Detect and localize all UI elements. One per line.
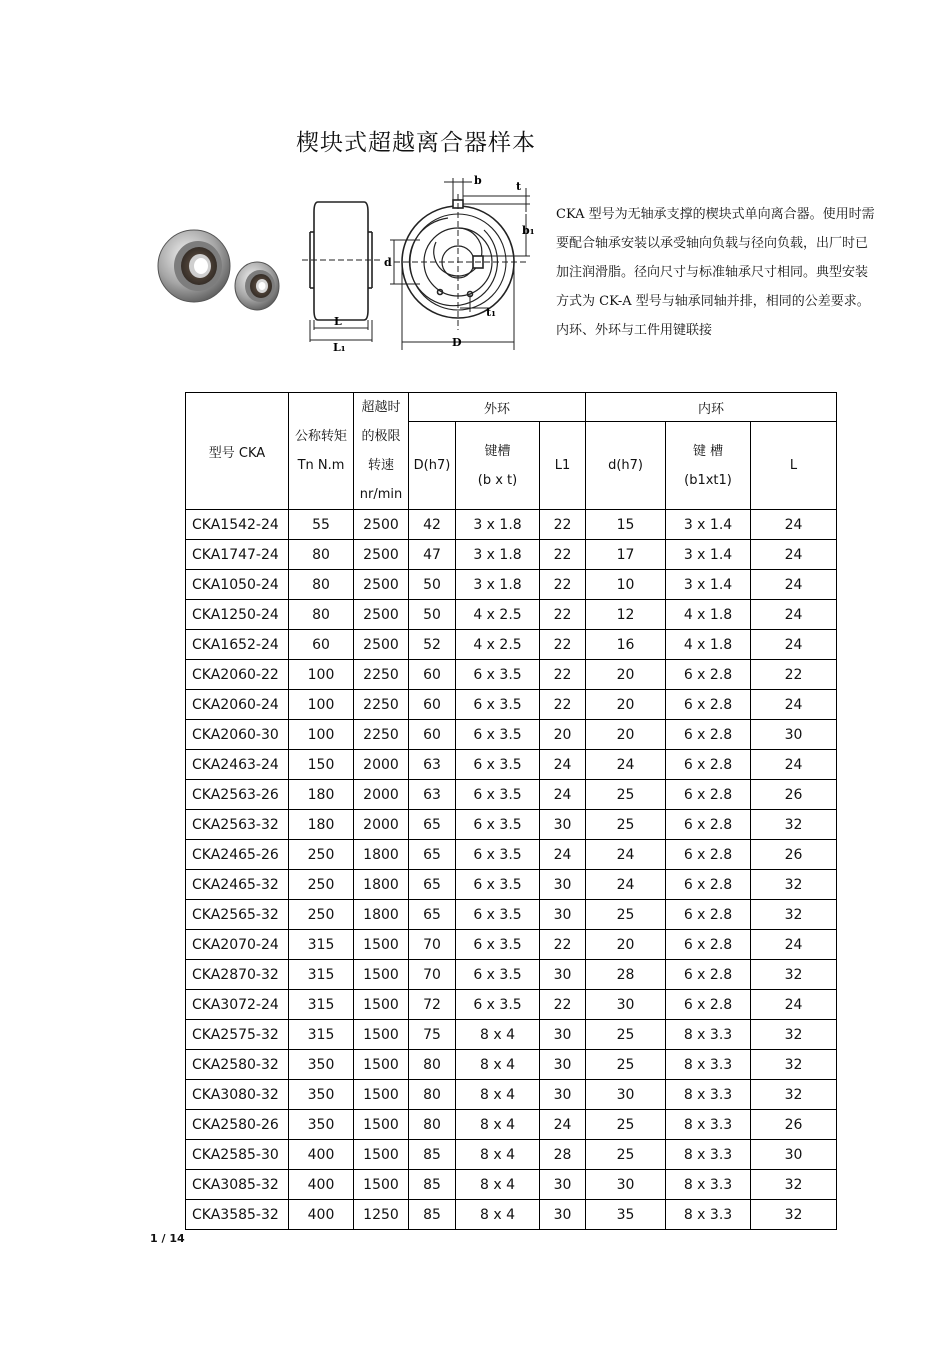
table-row bbox=[186, 1140, 837, 1170]
cell-outer-keyway: 6 x 3.5 bbox=[456, 720, 540, 750]
cell-inner-diameter: 30 bbox=[586, 1080, 666, 1110]
cell-torque: 400 bbox=[289, 1170, 354, 1200]
cell-outer-length: 22 bbox=[540, 930, 586, 960]
header-outer-length: L1 bbox=[540, 422, 586, 510]
cell-model: CKA2580-26 bbox=[186, 1110, 289, 1140]
page-title: 楔块式超越离合器样本 bbox=[296, 130, 536, 156]
cell-inner-length: 32 bbox=[751, 1200, 837, 1230]
cell-model: CKA2575-32 bbox=[186, 1020, 289, 1050]
cell-inner-keyway: 8 x 3.3 bbox=[666, 1110, 751, 1140]
cell-model: CKA2060-30 bbox=[186, 720, 289, 750]
product-description: CKA 型号为无轴承支撑的楔块式单向离合器。使用时需要配合轴承安装以承受轴向负载与径向负载，出厂时已加注润滑脂。径向尺寸与标准轴承尺寸相同。典型安装方式为 CK-A 型号与轴承同轴并排，相同的公差要求。内环、外环与工件用键联接 bbox=[556, 207, 875, 338]
cell-speed: 1500 bbox=[354, 960, 409, 990]
cell-outer-diameter: 85 bbox=[409, 1200, 456, 1230]
cell-inner-keyway: 6 x 2.8 bbox=[666, 930, 751, 960]
cell-outer-keyway: 6 x 3.5 bbox=[456, 810, 540, 840]
cell-torque: 400 bbox=[289, 1200, 354, 1230]
cell-torque: 100 bbox=[289, 690, 354, 720]
table-row bbox=[186, 780, 837, 810]
cell-outer-keyway: 6 x 3.5 bbox=[456, 990, 540, 1020]
cell-inner-keyway: 3 x 1.4 bbox=[666, 540, 751, 570]
cell-outer-length: 22 bbox=[540, 990, 586, 1020]
cell-model: CKA1542-24 bbox=[186, 510, 289, 540]
cell-outer-length: 20 bbox=[540, 720, 586, 750]
cell-model: CKA2585-30 bbox=[186, 1140, 289, 1170]
cell-outer-keyway: 3 x 1.8 bbox=[456, 570, 540, 600]
cell-inner-length: 22 bbox=[751, 660, 837, 690]
cell-inner-keyway: 6 x 2.8 bbox=[666, 810, 751, 840]
cell-inner-length: 24 bbox=[751, 570, 837, 600]
table-row bbox=[186, 510, 837, 540]
cell-inner-keyway: 6 x 2.8 bbox=[666, 990, 751, 1020]
table-row bbox=[186, 750, 837, 780]
cell-speed: 1500 bbox=[354, 1110, 409, 1140]
cell-outer-length: 22 bbox=[540, 660, 586, 690]
cell-torque: 315 bbox=[289, 990, 354, 1020]
cell-model: CKA1250-24 bbox=[186, 600, 289, 630]
table-row bbox=[186, 900, 837, 930]
cell-inner-keyway: 8 x 3.3 bbox=[666, 1080, 751, 1110]
cell-outer-keyway: 6 x 3.5 bbox=[456, 870, 540, 900]
cell-speed: 1800 bbox=[354, 900, 409, 930]
header-inner-keyway: 键 槽 (b1xt1) bbox=[666, 422, 751, 510]
cell-speed: 2500 bbox=[354, 570, 409, 600]
cell-speed: 2000 bbox=[354, 780, 409, 810]
cell-torque: 315 bbox=[289, 1020, 354, 1050]
cell-model: CKA3080-32 bbox=[186, 1080, 289, 1110]
cell-inner-keyway: 6 x 2.8 bbox=[666, 720, 751, 750]
cell-inner-diameter: 16 bbox=[586, 630, 666, 660]
cell-outer-keyway: 4 x 2.5 bbox=[456, 600, 540, 630]
cell-outer-length: 22 bbox=[540, 600, 586, 630]
cell-outer-length: 24 bbox=[540, 750, 586, 780]
cell-outer-diameter: 65 bbox=[409, 810, 456, 840]
cell-inner-keyway: 8 x 3.3 bbox=[666, 1050, 751, 1080]
cell-inner-diameter: 20 bbox=[586, 690, 666, 720]
cell-outer-keyway: 6 x 3.5 bbox=[456, 960, 540, 990]
large-bearing-image bbox=[158, 230, 230, 302]
cell-outer-length: 24 bbox=[540, 840, 586, 870]
cell-outer-diameter: 80 bbox=[409, 1050, 456, 1080]
cell-outer-length: 22 bbox=[540, 630, 586, 660]
cell-inner-length: 24 bbox=[751, 930, 837, 960]
dim-label-d: d bbox=[384, 256, 392, 269]
cell-outer-keyway: 6 x 3.5 bbox=[456, 750, 540, 780]
cell-model: CKA2870-32 bbox=[186, 960, 289, 990]
dim-label-b1: b₁ bbox=[522, 224, 535, 237]
cell-inner-length: 32 bbox=[751, 1050, 837, 1080]
side-view bbox=[302, 202, 380, 320]
cell-inner-length: 24 bbox=[751, 990, 837, 1020]
cell-inner-length: 32 bbox=[751, 810, 837, 840]
cell-inner-length: 32 bbox=[751, 1020, 837, 1050]
cell-outer-keyway: 8 x 4 bbox=[456, 1020, 540, 1050]
cell-outer-keyway: 8 x 4 bbox=[456, 1050, 540, 1080]
cell-model: CKA1652-24 bbox=[186, 630, 289, 660]
cell-torque: 100 bbox=[289, 660, 354, 690]
cell-outer-length: 30 bbox=[540, 810, 586, 840]
cell-speed: 1500 bbox=[354, 1080, 409, 1110]
cell-inner-length: 30 bbox=[751, 1140, 837, 1170]
cell-inner-length: 26 bbox=[751, 780, 837, 810]
cell-torque: 250 bbox=[289, 870, 354, 900]
cell-torque: 250 bbox=[289, 900, 354, 930]
cell-inner-keyway: 6 x 2.8 bbox=[666, 960, 751, 990]
cell-outer-keyway: 4 x 2.5 bbox=[456, 630, 540, 660]
cell-model: CKA1050-24 bbox=[186, 570, 289, 600]
table-row bbox=[186, 660, 837, 690]
cell-inner-diameter: 28 bbox=[586, 960, 666, 990]
cell-inner-keyway: 6 x 2.8 bbox=[666, 750, 751, 780]
cell-torque: 100 bbox=[289, 720, 354, 750]
table-row bbox=[186, 600, 837, 630]
cell-outer-diameter: 60 bbox=[409, 690, 456, 720]
cell-torque: 55 bbox=[289, 510, 354, 540]
cell-model: CKA2580-32 bbox=[186, 1050, 289, 1080]
cell-inner-diameter: 35 bbox=[586, 1200, 666, 1230]
cell-torque: 400 bbox=[289, 1140, 354, 1170]
cell-model: CKA2563-32 bbox=[186, 810, 289, 840]
cell-speed: 1250 bbox=[354, 1200, 409, 1230]
cell-speed: 2000 bbox=[354, 810, 409, 840]
cell-speed: 2250 bbox=[354, 690, 409, 720]
cell-outer-length: 22 bbox=[540, 510, 586, 540]
cell-inner-keyway: 6 x 2.8 bbox=[666, 690, 751, 720]
table-row bbox=[186, 570, 837, 600]
cell-speed: 1500 bbox=[354, 1140, 409, 1170]
cell-inner-keyway: 4 x 1.8 bbox=[666, 600, 751, 630]
cell-model: CKA2060-24 bbox=[186, 690, 289, 720]
cell-inner-diameter: 25 bbox=[586, 1110, 666, 1140]
cell-inner-keyway: 6 x 2.8 bbox=[666, 840, 751, 870]
cell-outer-keyway: 6 x 3.5 bbox=[456, 840, 540, 870]
cell-outer-diameter: 60 bbox=[409, 660, 456, 690]
table-row bbox=[186, 810, 837, 840]
header-inner-length: L bbox=[751, 422, 837, 510]
cell-inner-keyway: 8 x 3.3 bbox=[666, 1200, 751, 1230]
cell-outer-diameter: 50 bbox=[409, 570, 456, 600]
cell-inner-diameter: 25 bbox=[586, 900, 666, 930]
cell-inner-length: 24 bbox=[751, 750, 837, 780]
cell-inner-diameter: 10 bbox=[586, 570, 666, 600]
page-number: 1 / 14 bbox=[150, 1232, 185, 1245]
cell-model: CKA3085-32 bbox=[186, 1170, 289, 1200]
cell-outer-length: 22 bbox=[540, 570, 586, 600]
cell-torque: 180 bbox=[289, 780, 354, 810]
cell-inner-diameter: 30 bbox=[586, 990, 666, 1020]
header-outer-ring: 外环 bbox=[409, 393, 586, 422]
table-row bbox=[186, 1050, 837, 1080]
cell-inner-length: 32 bbox=[751, 960, 837, 990]
cell-outer-diameter: 80 bbox=[409, 1080, 456, 1110]
table-row bbox=[186, 630, 837, 660]
cell-outer-diameter: 85 bbox=[409, 1140, 456, 1170]
cell-torque: 350 bbox=[289, 1050, 354, 1080]
cell-inner-keyway: 6 x 2.8 bbox=[666, 870, 751, 900]
cell-outer-length: 30 bbox=[540, 1020, 586, 1050]
cell-speed: 1500 bbox=[354, 1170, 409, 1200]
cell-outer-keyway: 3 x 1.8 bbox=[456, 540, 540, 570]
cell-outer-length: 30 bbox=[540, 1200, 586, 1230]
cell-inner-length: 24 bbox=[751, 510, 837, 540]
cell-inner-length: 26 bbox=[751, 1110, 837, 1140]
cell-speed: 1500 bbox=[354, 990, 409, 1020]
header-torque: 公称转矩 Tn N.m bbox=[289, 393, 354, 510]
cell-outer-diameter: 60 bbox=[409, 720, 456, 750]
cell-torque: 350 bbox=[289, 1110, 354, 1140]
cell-torque: 350 bbox=[289, 1080, 354, 1110]
small-bearing-image bbox=[235, 262, 279, 310]
cell-inner-length: 30 bbox=[751, 720, 837, 750]
cell-outer-keyway: 3 x 1.8 bbox=[456, 510, 540, 540]
table-row bbox=[186, 930, 837, 960]
cell-outer-diameter: 42 bbox=[409, 510, 456, 540]
cell-outer-length: 30 bbox=[540, 1050, 586, 1080]
cell-inner-diameter: 24 bbox=[586, 750, 666, 780]
cell-torque: 315 bbox=[289, 960, 354, 990]
cell-torque: 80 bbox=[289, 600, 354, 630]
cell-inner-diameter: 24 bbox=[586, 840, 666, 870]
cell-torque: 180 bbox=[289, 810, 354, 840]
cell-inner-diameter: 24 bbox=[586, 870, 666, 900]
cell-inner-keyway: 6 x 2.8 bbox=[666, 780, 751, 810]
cell-inner-diameter: 25 bbox=[586, 1140, 666, 1170]
cell-speed: 2500 bbox=[354, 630, 409, 660]
cell-outer-diameter: 65 bbox=[409, 870, 456, 900]
table-row bbox=[186, 870, 837, 900]
table-row bbox=[186, 720, 837, 750]
cell-inner-length: 26 bbox=[751, 840, 837, 870]
cell-model: CKA1747-24 bbox=[186, 540, 289, 570]
dim-label-L1: L₁ bbox=[333, 341, 346, 354]
table-row bbox=[186, 1110, 837, 1140]
cell-inner-diameter: 25 bbox=[586, 1020, 666, 1050]
cell-outer-diameter: 72 bbox=[409, 990, 456, 1020]
cell-model: CKA2565-32 bbox=[186, 900, 289, 930]
cell-model: CKA2563-26 bbox=[186, 780, 289, 810]
cell-outer-length: 22 bbox=[540, 690, 586, 720]
dim-label-D: D bbox=[452, 336, 462, 349]
cell-outer-diameter: 50 bbox=[409, 600, 456, 630]
cell-outer-keyway: 8 x 4 bbox=[456, 1170, 540, 1200]
cell-speed: 2500 bbox=[354, 600, 409, 630]
table-row bbox=[186, 540, 837, 570]
cell-inner-keyway: 4 x 1.8 bbox=[666, 630, 751, 660]
header-outer-diameter: D(h7) bbox=[409, 422, 456, 510]
cell-speed: 1500 bbox=[354, 1020, 409, 1050]
cell-outer-keyway: 6 x 3.5 bbox=[456, 900, 540, 930]
header-speed: 超越时 的极限 转速 nr/min bbox=[354, 393, 409, 510]
cell-inner-length: 32 bbox=[751, 900, 837, 930]
cell-inner-keyway: 8 x 3.3 bbox=[666, 1170, 751, 1200]
cell-inner-length: 24 bbox=[751, 600, 837, 630]
cell-speed: 2250 bbox=[354, 660, 409, 690]
cell-inner-diameter: 25 bbox=[586, 1050, 666, 1080]
cell-outer-length: 22 bbox=[540, 540, 586, 570]
cell-inner-diameter: 20 bbox=[586, 720, 666, 750]
cell-model: CKA2060-22 bbox=[186, 660, 289, 690]
cell-inner-keyway: 6 x 2.8 bbox=[666, 660, 751, 690]
cell-inner-length: 32 bbox=[751, 1080, 837, 1110]
table-row bbox=[186, 1200, 837, 1230]
front-view bbox=[394, 194, 526, 330]
cell-inner-diameter: 15 bbox=[586, 510, 666, 540]
technical-drawing bbox=[300, 170, 540, 355]
cell-inner-diameter: 12 bbox=[586, 600, 666, 630]
cell-inner-keyway: 3 x 1.4 bbox=[666, 510, 751, 540]
cell-torque: 250 bbox=[289, 840, 354, 870]
dim-label-t: t bbox=[516, 180, 522, 193]
cell-inner-keyway: 3 x 1.4 bbox=[666, 570, 751, 600]
cell-outer-length: 28 bbox=[540, 1140, 586, 1170]
cell-outer-length: 24 bbox=[540, 1110, 586, 1140]
header-inner-ring: 内环 bbox=[586, 393, 837, 422]
cell-outer-diameter: 63 bbox=[409, 780, 456, 810]
cell-outer-keyway: 8 x 4 bbox=[456, 1110, 540, 1140]
cell-inner-keyway: 8 x 3.3 bbox=[666, 1140, 751, 1170]
cell-outer-diameter: 65 bbox=[409, 900, 456, 930]
cell-inner-length: 24 bbox=[751, 540, 837, 570]
cell-inner-diameter: 20 bbox=[586, 930, 666, 960]
cell-torque: 60 bbox=[289, 630, 354, 660]
cell-speed: 2500 bbox=[354, 510, 409, 540]
cell-outer-length: 30 bbox=[540, 870, 586, 900]
cell-inner-diameter: 20 bbox=[586, 660, 666, 690]
dim-label-t1: t₁ bbox=[486, 306, 496, 319]
cell-speed: 2500 bbox=[354, 540, 409, 570]
product-photo bbox=[150, 218, 290, 318]
cell-outer-keyway: 6 x 3.5 bbox=[456, 690, 540, 720]
cell-inner-diameter: 25 bbox=[586, 780, 666, 810]
table-row bbox=[186, 1080, 837, 1110]
cell-torque: 150 bbox=[289, 750, 354, 780]
dim-label-b: b bbox=[474, 174, 482, 187]
table-row bbox=[186, 690, 837, 720]
cell-speed: 1500 bbox=[354, 1050, 409, 1080]
header-outer-keyway: 键槽 (b x t) bbox=[456, 422, 540, 510]
cell-outer-diameter: 65 bbox=[409, 840, 456, 870]
cell-outer-length: 30 bbox=[540, 900, 586, 930]
cell-outer-diameter: 63 bbox=[409, 750, 456, 780]
cell-outer-diameter: 75 bbox=[409, 1020, 456, 1050]
cell-speed: 2000 bbox=[354, 750, 409, 780]
cell-model: CKA3585-32 bbox=[186, 1200, 289, 1230]
cell-outer-keyway: 6 x 3.5 bbox=[456, 660, 540, 690]
cell-outer-length: 24 bbox=[540, 780, 586, 810]
cell-inner-diameter: 17 bbox=[586, 540, 666, 570]
cell-outer-length: 30 bbox=[540, 1170, 586, 1200]
table-row bbox=[186, 840, 837, 870]
table-row bbox=[186, 990, 837, 1020]
cell-inner-keyway: 6 x 2.8 bbox=[666, 900, 751, 930]
cell-inner-keyway: 8 x 3.3 bbox=[666, 1020, 751, 1050]
cell-inner-length: 32 bbox=[751, 870, 837, 900]
cell-inner-length: 32 bbox=[751, 1170, 837, 1200]
cell-model: CKA2463-24 bbox=[186, 750, 289, 780]
cell-torque: 80 bbox=[289, 570, 354, 600]
cell-inner-diameter: 30 bbox=[586, 1170, 666, 1200]
cell-model: CKA2070-24 bbox=[186, 930, 289, 960]
dim-label-L: L bbox=[334, 315, 342, 328]
cell-outer-keyway: 8 x 4 bbox=[456, 1200, 540, 1230]
cell-outer-diameter: 52 bbox=[409, 630, 456, 660]
cell-outer-diameter: 47 bbox=[409, 540, 456, 570]
cell-outer-diameter: 80 bbox=[409, 1110, 456, 1140]
cell-outer-keyway: 8 x 4 bbox=[456, 1080, 540, 1110]
cell-speed: 1500 bbox=[354, 930, 409, 960]
table-row bbox=[186, 960, 837, 990]
cell-model: CKA3072-24 bbox=[186, 990, 289, 1020]
cell-outer-length: 30 bbox=[540, 960, 586, 990]
cell-outer-diameter: 70 bbox=[409, 960, 456, 990]
cell-outer-keyway: 6 x 3.5 bbox=[456, 780, 540, 810]
cell-inner-length: 24 bbox=[751, 690, 837, 720]
cell-inner-diameter: 25 bbox=[586, 810, 666, 840]
table-row bbox=[186, 1170, 837, 1200]
cell-model: CKA2465-26 bbox=[186, 840, 289, 870]
cell-torque: 315 bbox=[289, 930, 354, 960]
cell-outer-keyway: 6 x 3.5 bbox=[456, 930, 540, 960]
cell-outer-diameter: 70 bbox=[409, 930, 456, 960]
cell-outer-diameter: 85 bbox=[409, 1170, 456, 1200]
cell-speed: 1800 bbox=[354, 870, 409, 900]
cell-speed: 1800 bbox=[354, 840, 409, 870]
spec-table bbox=[185, 392, 837, 1230]
header-model: 型号 CKA bbox=[186, 393, 289, 510]
table-row bbox=[186, 1020, 837, 1050]
cell-inner-length: 24 bbox=[751, 630, 837, 660]
header-inner-diameter: d(h7) bbox=[586, 422, 666, 510]
cell-outer-keyway: 8 x 4 bbox=[456, 1140, 540, 1170]
cell-speed: 2250 bbox=[354, 720, 409, 750]
cell-outer-length: 30 bbox=[540, 1080, 586, 1110]
cell-torque: 80 bbox=[289, 540, 354, 570]
cell-model: CKA2465-32 bbox=[186, 870, 289, 900]
